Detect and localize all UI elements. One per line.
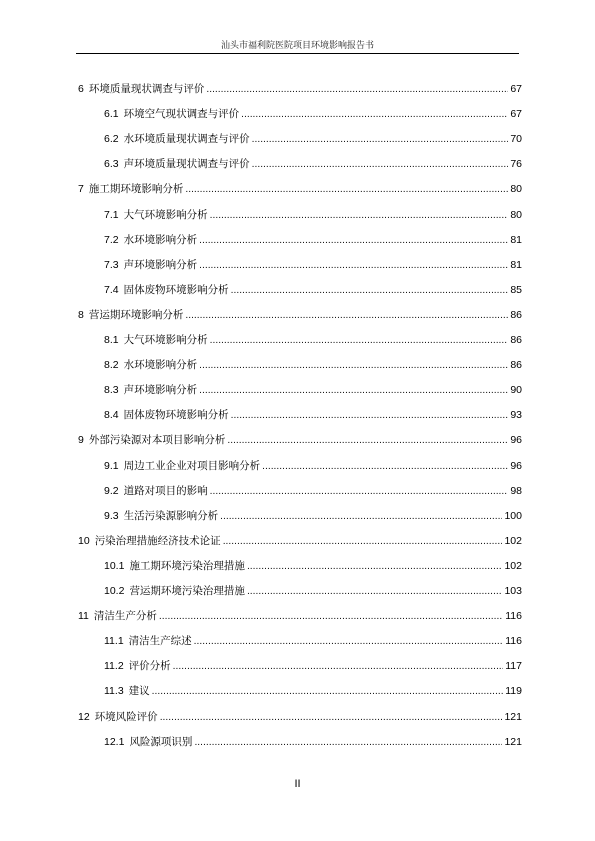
toc-entry-page: 116 bbox=[505, 635, 522, 648]
toc-section-entry[interactable] bbox=[104, 358, 522, 372]
toc-leader-dots bbox=[199, 233, 508, 248]
toc-leader-dots bbox=[252, 157, 509, 172]
toc-entry-page: 100 bbox=[504, 509, 522, 522]
toc-entry-title: 营运期环境污染治理措施 bbox=[129, 585, 245, 597]
toc-entry-title: 固体废物环境影响分析 bbox=[123, 409, 229, 422]
toc-entry-title: 建议 bbox=[128, 685, 150, 698]
toc-entry-page: 93 bbox=[510, 409, 522, 422]
toc-entry-title: 风险源项识别 bbox=[129, 735, 193, 748]
toc-entry-number: 10.1 bbox=[104, 559, 125, 572]
toc-entry-title: 声环境影响分析 bbox=[123, 258, 198, 271]
toc-chapter-entry[interactable] bbox=[78, 82, 522, 96]
toc-entry-title: 周边工业企业对项目影响分析 bbox=[123, 459, 261, 472]
toc-entry-number: 7.1 bbox=[104, 208, 119, 221]
toc-leader-dots bbox=[247, 559, 503, 574]
toc-leader-dots bbox=[206, 82, 508, 97]
toc-section-entry[interactable] bbox=[104, 659, 522, 673]
toc-entry-title: 水环境影响分析 bbox=[123, 359, 198, 372]
toc-leader-dots bbox=[194, 735, 502, 750]
toc-chapter-entry[interactable] bbox=[78, 308, 522, 322]
toc-section-entry[interactable] bbox=[104, 157, 522, 171]
toc-entry-title: 施工期环境污染治理措施 bbox=[129, 559, 245, 572]
toc-entry-title: 评价分析 bbox=[128, 660, 171, 673]
toc-section-entry[interactable] bbox=[104, 559, 522, 573]
toc-leader-dots bbox=[199, 358, 508, 373]
toc-entry-page: 116 bbox=[505, 610, 522, 623]
toc-entry-page: 81 bbox=[510, 258, 522, 271]
toc-section-entry[interactable] bbox=[104, 584, 522, 598]
toc-entry-number: 6.3 bbox=[104, 158, 119, 171]
toc-entry-number: 9 bbox=[78, 434, 84, 447]
toc-entry-number: 8 bbox=[78, 308, 84, 321]
toc-entry-page: 102 bbox=[504, 534, 522, 547]
toc-entry-page: 121 bbox=[504, 735, 522, 748]
toc-leader-dots bbox=[231, 408, 509, 423]
toc-entry-number: 7.2 bbox=[104, 233, 119, 246]
toc-entry-number: 7 bbox=[78, 183, 84, 196]
toc-entry-number: 7.3 bbox=[104, 258, 119, 271]
toc-entry-number: 6.2 bbox=[104, 133, 119, 146]
toc-entry-page: 67 bbox=[510, 83, 522, 95]
toc-entry-number: 12 bbox=[78, 710, 90, 723]
toc-entry-number: 9.1 bbox=[104, 459, 119, 472]
toc-entry-page: 119 bbox=[505, 685, 522, 698]
toc-section-entry[interactable] bbox=[104, 283, 522, 297]
toc-leader-dots bbox=[194, 634, 504, 649]
toc-entry-title: 营运期环境影响分析 bbox=[88, 308, 184, 321]
toc-leader-dots bbox=[173, 659, 504, 674]
toc-entry-page: 81 bbox=[510, 233, 522, 246]
toc-entry-page: 67 bbox=[510, 108, 522, 121]
toc-leader-dots bbox=[185, 308, 508, 323]
toc-entry-title: 大气环境影响分析 bbox=[123, 334, 208, 346]
toc-entry-page: 90 bbox=[510, 384, 522, 397]
toc-leader-dots bbox=[199, 258, 508, 273]
toc-entry-number: 12.1 bbox=[104, 735, 125, 748]
toc-entry-title: 水环境质量现状调查与评价 bbox=[123, 133, 250, 146]
toc-entry-page: 86 bbox=[510, 334, 522, 346]
toc-entry-number: 8.3 bbox=[104, 384, 119, 397]
toc-entry-title: 水环境影响分析 bbox=[123, 233, 198, 246]
toc-leader-dots bbox=[252, 132, 509, 147]
toc-section-entry[interactable] bbox=[104, 408, 522, 422]
toc-entry-page: 121 bbox=[504, 710, 522, 723]
toc-entry-title: 外部污染源对本项目影响分析 bbox=[88, 434, 226, 447]
toc-entry-page: 102 bbox=[504, 559, 522, 572]
toc-entry-number: 10.2 bbox=[104, 585, 125, 597]
toc-leader-dots bbox=[247, 584, 503, 599]
toc-entry-number: 8.2 bbox=[104, 359, 119, 372]
toc-entry-title: 环境质量现状调查与评价 bbox=[88, 83, 205, 95]
toc-entry-number: 10 bbox=[78, 534, 90, 547]
toc-entry-number: 7.4 bbox=[104, 283, 119, 296]
toc-leader-dots bbox=[160, 710, 503, 725]
toc-entry-number: 9.2 bbox=[104, 484, 119, 497]
toc-leader-dots bbox=[241, 107, 508, 122]
toc-section-entry[interactable] bbox=[104, 634, 522, 648]
toc-entry-title: 声环境影响分析 bbox=[123, 384, 198, 397]
toc-entry-number: 11.3 bbox=[104, 685, 124, 698]
toc-entry-number: 6.1 bbox=[104, 108, 119, 121]
toc-entry-page: 80 bbox=[510, 183, 522, 196]
toc-entry-page: 103 bbox=[504, 585, 522, 597]
toc-entry-title: 道路对项目的影响 bbox=[123, 484, 208, 497]
toc-entry-title: 施工期环境影响分析 bbox=[88, 183, 184, 196]
toc-entry-number: 11.1 bbox=[104, 635, 124, 648]
toc-entry-title: 声环境质量现状调查与评价 bbox=[123, 158, 250, 171]
running-header: 汕头市福利院医院项目环境影响报告书 bbox=[220, 41, 374, 51]
toc-entry-page: 86 bbox=[510, 359, 522, 372]
toc-entry-page: 117 bbox=[505, 660, 522, 673]
toc-section-entry[interactable] bbox=[104, 258, 522, 272]
page-number: II bbox=[294, 778, 301, 790]
toc-entry-number: 9.3 bbox=[104, 509, 119, 522]
toc-section-entry[interactable] bbox=[104, 735, 522, 749]
toc-entry-page: 85 bbox=[510, 283, 522, 296]
toc-entry-number: 8.1 bbox=[104, 334, 119, 346]
toc-section-entry[interactable] bbox=[104, 383, 522, 397]
toc-section-entry[interactable] bbox=[104, 107, 522, 121]
toc-chapter-entry[interactable] bbox=[78, 182, 522, 196]
toc-entry-page: 96 bbox=[510, 459, 522, 472]
toc-leader-dots bbox=[185, 182, 508, 197]
toc-leader-dots bbox=[199, 383, 508, 398]
toc-leader-dots bbox=[159, 609, 503, 624]
toc-chapter-entry[interactable] bbox=[78, 534, 522, 548]
toc-leader-dots bbox=[210, 333, 509, 348]
toc-leader-dots bbox=[231, 283, 509, 298]
toc-section-entry[interactable] bbox=[104, 459, 522, 473]
toc-entry-title: 固体废物环境影响分析 bbox=[123, 283, 229, 296]
toc-leader-dots bbox=[220, 509, 502, 524]
toc-entry-title: 生活污染源影响分析 bbox=[123, 509, 219, 522]
toc-section-entry[interactable] bbox=[104, 684, 522, 698]
toc-entry-title: 环境空气现状调查与评价 bbox=[123, 108, 240, 121]
toc-entry-page: 80 bbox=[510, 208, 522, 221]
toc-entry-page: 76 bbox=[510, 158, 522, 171]
toc-entry-title: 清洁生产分析 bbox=[93, 610, 157, 623]
toc-entry-title: 大气环境影响分析 bbox=[123, 208, 208, 221]
toc-entry-number: 8.4 bbox=[104, 409, 119, 422]
toc-section-entry[interactable] bbox=[104, 333, 522, 347]
toc-leader-dots bbox=[210, 208, 509, 223]
toc-entry-number: 11 bbox=[78, 610, 89, 623]
toc-leader-dots bbox=[210, 484, 509, 499]
toc-entry-page: 96 bbox=[510, 434, 522, 447]
toc-entry-title: 清洁生产综述 bbox=[128, 635, 192, 648]
toc-section-entry[interactable] bbox=[104, 509, 522, 523]
toc-section-entry[interactable] bbox=[104, 233, 522, 247]
toc-entry-number: 11.2 bbox=[104, 660, 124, 673]
toc-chapter-entry[interactable] bbox=[78, 609, 522, 623]
toc-leader-dots bbox=[262, 459, 508, 474]
header-rule bbox=[76, 53, 519, 54]
toc-entry-page: 86 bbox=[510, 308, 522, 321]
toc-leader-dots bbox=[223, 534, 503, 549]
toc-entry-title: 污染治理措施经济技术论证 bbox=[94, 534, 221, 547]
toc-section-entry[interactable] bbox=[104, 132, 522, 146]
toc-entry-page: 70 bbox=[510, 133, 522, 146]
toc-leader-dots bbox=[227, 433, 508, 448]
toc-entry-page: 98 bbox=[510, 484, 522, 497]
toc-section-entry[interactable] bbox=[104, 484, 522, 498]
toc-leader-dots bbox=[152, 684, 504, 699]
toc-entry-title: 环境风险评价 bbox=[94, 710, 158, 723]
toc-entry-number: 6 bbox=[78, 83, 84, 95]
toc-chapter-entry[interactable] bbox=[78, 433, 522, 447]
toc-section-entry[interactable] bbox=[104, 208, 522, 222]
toc-chapter-entry[interactable] bbox=[78, 710, 522, 724]
